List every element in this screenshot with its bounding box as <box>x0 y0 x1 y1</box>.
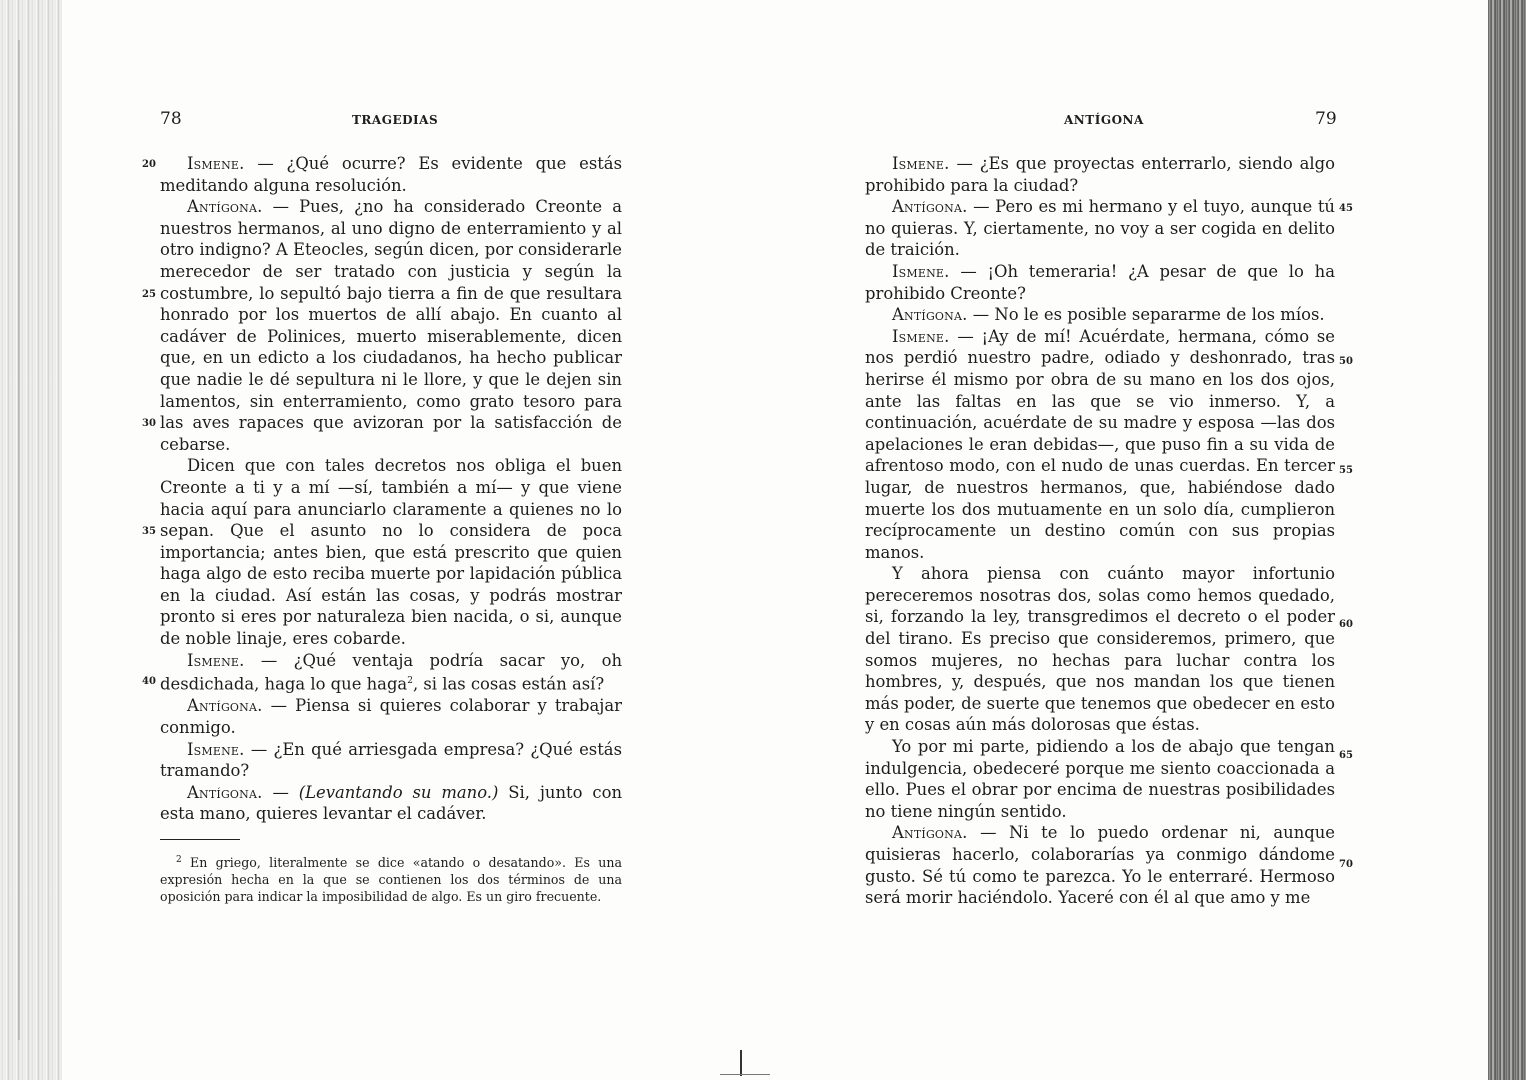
gutter-crease <box>740 1050 742 1076</box>
line-number: 70 <box>1339 859 1353 870</box>
page-number: 79 <box>1315 109 1337 129</box>
right-page-text <box>865 153 1335 909</box>
right-page <box>763 0 1526 1080</box>
dialogue-paragraph <box>865 736 1335 822</box>
speech-text: — ¿Es que proyectas enterrarlo, siendo algo prohibido para la ciudad? <box>865 154 1335 195</box>
dialogue-paragraph <box>160 739 622 782</box>
speaker-name: Ismene. <box>892 154 950 173</box>
line-number: 50 <box>1339 356 1353 367</box>
speaker-name: Antígona. <box>892 197 968 217</box>
speaker-name: Ismene. <box>892 261 950 281</box>
running-header: TRAGEDIAS <box>352 113 439 127</box>
dialogue-paragraph <box>865 153 1335 196</box>
footnote <box>160 852 622 905</box>
speech-text: — Pues, ¿no ha considerado Creonte a nuestros hermanos, al uno digno de enterramiento y al otro indigno? A Eteocles, según dicen, por considerarle merecedor de ser tratado con justicia y según la costumbre, lo sepultó bajo tierra a fin de que resultara honrado por los muertos de allí abajo. En cuanto al cadáver de Polinices, muerto miserablemente, dicen que, en un edicto a los ciudadanos, ha hecho publicar que nadie le dé sepultura ni le llore, y que le dejen sin lamentos, sin enterramiento, como grato tesoro para las aves rapaces que avizoran por la satisfacción de cebarse. <box>160 197 622 454</box>
speech-text: Y ahora piensa con cuánto mayor infortunio pereceremos nosotras dos, solas como hemos quedado, si, forzando la ley, transgredimos el decreto o el poder del tirano. Es preciso que consideremos, primero, que somos mujeres, no hechas para luchar contra los hombres, y, después, que nos mandan los que tienen más poder, de suerte que tenemos que obedecer en esto y en cosas aún más dolorosas que éstas. <box>865 564 1335 735</box>
footnote-number: 2 <box>176 855 182 865</box>
footnote-reference: 2 <box>407 676 413 687</box>
speech-text-continued: Si, junto con esta mano, quieres levantar el cadáver. <box>160 782 622 824</box>
dialogue-paragraph <box>865 326 1335 564</box>
line-number: 30 <box>142 418 156 429</box>
line-number: 65 <box>1339 750 1353 761</box>
speaker-name: Ismene. <box>187 154 245 173</box>
line-number: 25 <box>142 289 156 300</box>
speech-text: — Pero es mi hermano y el tuyo, aunque tú no quieras. Y, ciertamente, no voy a ser cogida en delito de traición. <box>865 197 1335 260</box>
footnote-divider <box>160 839 240 840</box>
dialogue-paragraph <box>160 153 622 196</box>
dialogue-paragraph <box>865 822 1335 908</box>
line-number: 60 <box>1339 619 1353 630</box>
running-header: ANTÍGONA <box>1064 113 1144 127</box>
dialogue-paragraph <box>160 650 622 696</box>
speech-text: Dicen que con tales decretos nos obliga el buen Creonte a ti y a mí —sí, también a mí— y que viene hacia aquí para anunciarlo claramente a quienes no lo sepan. Que el asunto no lo considera de poca importancia; antes bien, que está prescrito que quien haga algo de esto reciba muerte por lapidación pública en la ciudad. Así están las cosas, y podrás mostrar pronto si eres por naturaleza bien nacida, o si, aunque de noble linaje, eres cobarde. <box>160 456 622 649</box>
dialogue-paragraph <box>865 304 1335 326</box>
dialogue-paragraph <box>160 695 622 738</box>
page-number: 78 <box>160 109 182 129</box>
line-number: 40 <box>142 676 156 687</box>
dialogue-paragraph <box>865 261 1335 304</box>
speech-text-continued: , si las cosas están así? <box>412 674 605 694</box>
speech-text: Yo por mi parte, pidiendo a los de abajo que tengan indulgencia, obedeceré porque me siento coaccionada a ello. Pues el obrar por encima de nuestras posibilidades no tiene ningún sentido. <box>865 737 1335 821</box>
footnote-text: En griego, literalmente se dice «atando o desatando». Es una expresión hecha en la que se contienen los dos términos de una oposición para indicar la imposibilidad de algo. Es un giro frecuente. <box>160 855 622 905</box>
speaker-name: Ismene. <box>187 650 245 670</box>
speech-text: — ¿En qué arriesgada empresa? ¿Qué estás tramando? <box>160 739 622 781</box>
speaker-name: Ismene. <box>892 326 950 346</box>
stage-direction: (Levantando su mano.) <box>298 782 499 802</box>
line-number: 55 <box>1339 465 1353 476</box>
speaker-name: Antígona. <box>187 696 263 716</box>
gutter-crease-base <box>720 1074 770 1075</box>
dialogue-paragraph <box>160 782 622 825</box>
dialogue-paragraph <box>160 196 622 455</box>
speech-text: — ¿Qué ocurre? Es evidente que estás meditando alguna resolución. <box>160 154 622 195</box>
speaker-name: Ismene. <box>187 739 245 759</box>
speech-text: — <box>272 782 289 802</box>
line-number: 20 <box>142 159 156 170</box>
speaker-name: Antígona. <box>187 197 263 217</box>
speaker-name: Antígona. <box>892 305 968 325</box>
dialogue-paragraph <box>865 196 1335 261</box>
speaker-name: Antígona. <box>892 823 968 843</box>
speech-text: — No le es posible separarme de los míos. <box>972 305 1325 325</box>
line-number: 45 <box>1339 203 1353 214</box>
speaker-name: Antígona. <box>187 782 263 802</box>
dialogue-paragraph <box>865 563 1335 736</box>
left-page-text <box>160 153 622 825</box>
speech-text: — Piensa si quieres colaborar y trabajar conmigo. <box>160 696 622 737</box>
speech-text: — ¡Ay de mí! Acuérdate, hermana, cómo se nos perdió nuestro padre, odiado y deshonrado, tras herirse él mismo por obra de su mano en los dos ojos, ante las faltas en las que se vio inmerso. Y, a continuación, acuérdate de su madre y esposa —las dos apelaciones le eran debidas—, que puso fin a su vida de afrentoso modo, con el nudo de unas cuerdas. En tercer lugar, de nuestros hermanos, que, habiéndose dado muerte los dos mutuamente en un solo día, cumplieron recíprocamente un destino común con sus propias manos. <box>865 326 1335 562</box>
dialogue-paragraph <box>160 455 622 649</box>
speech-text: — Ni te lo puedo ordenar ni, aunque quisieras hacerlo, colaborarías ya conmigo dándome gusto. Sé tú como te parezca. Yo le enterraré. Hermoso será morir haciéndolo. Yaceré con él al que amo y me <box>865 823 1335 908</box>
line-number: 35 <box>142 526 156 537</box>
speech-text: — ¿Qué ventaja podría sacar yo, oh desdichada, haga lo que haga <box>160 650 622 694</box>
speech-text: — ¡Oh temeraria! ¿A pesar de que lo ha prohibido Creonte? <box>865 261 1335 303</box>
